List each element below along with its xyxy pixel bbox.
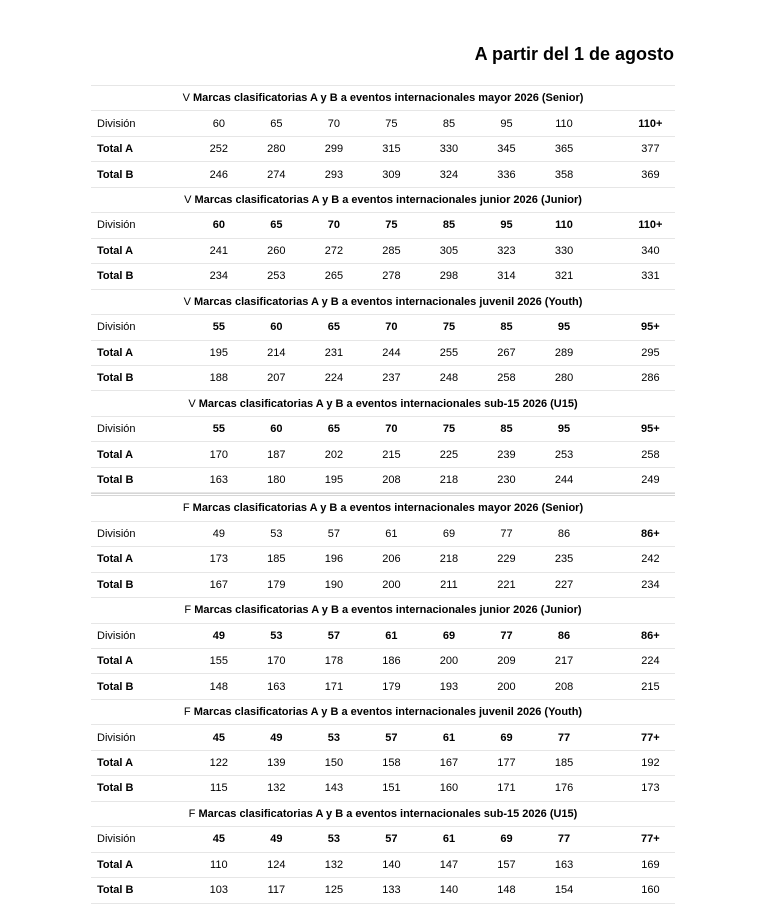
total-cell: 132 <box>305 852 363 877</box>
block-title-text: Marcas clasificatorias A y B a eventos internacionales junior 2026 (Junior) <box>194 194 582 207</box>
total-cell: 280 <box>248 136 306 161</box>
marks-table-men <box>91 85 675 493</box>
division-row <box>91 111 675 136</box>
division-cell: 75 <box>363 111 421 136</box>
total-cell: 176 <box>535 776 593 801</box>
total-cell: 200 <box>478 674 536 699</box>
row-label: Total A <box>91 442 190 467</box>
total-cell: 124 <box>248 852 306 877</box>
total-cell: 289 <box>535 340 593 365</box>
total-cell: 170 <box>248 648 306 673</box>
division-cell: 95+ <box>593 416 675 441</box>
total-cell: 132 <box>248 776 306 801</box>
total-cell: 217 <box>535 648 593 673</box>
division-cell: 57 <box>363 827 421 852</box>
division-cell: 75 <box>363 213 421 238</box>
division-row <box>91 213 675 238</box>
block-title-text: Marcas clasificatorias A y B a eventos internacionales mayor 2026 (Senior) <box>192 502 584 515</box>
total-cell: 179 <box>363 674 421 699</box>
total-b-row <box>91 674 675 699</box>
total-cell: 253 <box>535 442 593 467</box>
division-row <box>91 315 675 340</box>
block-title <box>91 495 675 521</box>
total-cell: 255 <box>420 340 478 365</box>
division-cell: 57 <box>363 725 421 750</box>
row-label: División <box>91 623 190 648</box>
row-label: División <box>91 725 190 750</box>
page-title: A partir del 1 de agosto <box>474 44 674 64</box>
total-cell: 103 <box>190 878 248 903</box>
total-cell: 239 <box>478 442 536 467</box>
total-cell: 202 <box>305 442 363 467</box>
total-a-row <box>91 547 675 572</box>
total-cell: 148 <box>190 674 248 699</box>
total-cell: 258 <box>478 365 536 390</box>
total-cell: 323 <box>478 238 536 263</box>
division-row <box>91 827 675 852</box>
total-cell: 160 <box>593 878 675 903</box>
total-cell: 158 <box>363 750 421 775</box>
block-title <box>91 391 675 416</box>
division-cell: 77 <box>478 623 536 648</box>
row-label: Total B <box>91 878 190 903</box>
division-cell: 69 <box>420 521 478 546</box>
total-cell: 218 <box>420 467 478 492</box>
total-cell: 265 <box>305 264 363 289</box>
total-cell: 115 <box>190 776 248 801</box>
total-b-row <box>91 264 675 289</box>
total-cell: 155 <box>190 648 248 673</box>
total-cell: 206 <box>363 547 421 572</box>
total-cell: 258 <box>593 442 675 467</box>
total-cell: 154 <box>535 878 593 903</box>
total-cell: 330 <box>535 238 593 263</box>
total-cell: 140 <box>363 852 421 877</box>
total-cell: 190 <box>305 572 363 597</box>
total-cell: 340 <box>593 238 675 263</box>
total-cell: 305 <box>420 238 478 263</box>
total-cell: 195 <box>305 467 363 492</box>
row-label: Total A <box>91 136 190 161</box>
total-cell: 218 <box>420 547 478 572</box>
total-cell: 215 <box>363 442 421 467</box>
total-cell: 173 <box>593 776 675 801</box>
total-cell: 180 <box>248 467 306 492</box>
block-title <box>91 289 675 314</box>
row-label: División <box>91 315 190 340</box>
total-cell: 214 <box>248 340 306 365</box>
total-cell: 231 <box>305 340 363 365</box>
total-cell: 185 <box>535 750 593 775</box>
total-cell: 179 <box>248 572 306 597</box>
block-title-row <box>91 598 675 623</box>
gender-prefix: V <box>183 295 191 308</box>
total-cell: 369 <box>593 162 675 187</box>
total-cell: 229 <box>478 547 536 572</box>
total-cell: 178 <box>305 648 363 673</box>
division-cell: 110+ <box>593 213 675 238</box>
division-cell: 45 <box>190 827 248 852</box>
division-row <box>91 521 675 546</box>
division-cell: 61 <box>420 827 478 852</box>
total-cell: 267 <box>478 340 536 365</box>
total-cell: 186 <box>363 648 421 673</box>
row-label: División <box>91 521 190 546</box>
total-cell: 173 <box>190 547 248 572</box>
division-cell: 45 <box>190 725 248 750</box>
total-cell: 211 <box>420 572 478 597</box>
row-label: División <box>91 213 190 238</box>
total-cell: 314 <box>478 264 536 289</box>
division-cell: 57 <box>305 521 363 546</box>
division-cell: 75 <box>420 416 478 441</box>
division-cell: 49 <box>248 725 306 750</box>
total-cell: 208 <box>535 674 593 699</box>
division-cell: 55 <box>190 315 248 340</box>
total-a-row <box>91 238 675 263</box>
total-cell: 224 <box>593 648 675 673</box>
division-cell: 70 <box>363 416 421 441</box>
division-cell: 53 <box>248 521 306 546</box>
total-cell: 272 <box>305 238 363 263</box>
total-b-row <box>91 878 675 903</box>
total-cell: 280 <box>535 365 593 390</box>
division-cell: 95 <box>478 213 536 238</box>
division-cell: 61 <box>363 521 421 546</box>
division-cell: 85 <box>420 213 478 238</box>
division-cell: 110 <box>535 213 593 238</box>
division-cell: 77+ <box>593 725 675 750</box>
block-title <box>91 801 675 826</box>
division-cell: 49 <box>190 521 248 546</box>
block-title <box>91 699 675 724</box>
total-cell: 125 <box>305 878 363 903</box>
total-b-row <box>91 572 675 597</box>
row-label: División <box>91 827 190 852</box>
division-cell: 53 <box>305 725 363 750</box>
block-title-text: Marcas clasificatorias A y B a eventos internacionales sub-15 2026 (U15) <box>198 807 578 820</box>
total-cell: 170 <box>190 442 248 467</box>
gender-prefix: V <box>184 194 192 207</box>
total-cell: 309 <box>363 162 421 187</box>
division-cell: 95 <box>535 416 593 441</box>
total-cell: 293 <box>305 162 363 187</box>
division-cell: 77 <box>535 725 593 750</box>
total-cell: 207 <box>248 365 306 390</box>
division-cell: 60 <box>248 416 306 441</box>
total-cell: 298 <box>420 264 478 289</box>
total-cell: 167 <box>190 572 248 597</box>
total-cell: 365 <box>535 136 593 161</box>
row-label: Total B <box>91 162 190 187</box>
division-cell: 85 <box>420 111 478 136</box>
division-cell: 75 <box>420 315 478 340</box>
total-cell: 336 <box>478 162 536 187</box>
row-label: Total B <box>91 776 190 801</box>
total-cell: 252 <box>190 136 248 161</box>
total-cell: 196 <box>305 547 363 572</box>
total-cell: 157 <box>478 852 536 877</box>
division-cell: 69 <box>420 623 478 648</box>
total-cell: 148 <box>478 878 536 903</box>
total-cell: 143 <box>305 776 363 801</box>
total-a-row <box>91 648 675 673</box>
division-cell: 85 <box>478 315 536 340</box>
block-title-text: Marcas clasificatorias A y B a eventos internacionales mayor 2026 (Senior) <box>192 92 584 105</box>
division-cell: 86 <box>535 521 593 546</box>
gender-prefix: V <box>188 397 196 410</box>
total-cell: 244 <box>535 467 593 492</box>
total-cell: 234 <box>190 264 248 289</box>
division-cell: 49 <box>248 827 306 852</box>
division-cell: 61 <box>363 623 421 648</box>
total-cell: 224 <box>305 365 363 390</box>
total-a-row <box>91 852 675 877</box>
total-a-row <box>91 136 675 161</box>
row-label: Total A <box>91 648 190 673</box>
block-title <box>91 598 675 623</box>
row-label: Total A <box>91 238 190 263</box>
total-cell: 122 <box>190 750 248 775</box>
block-title <box>91 86 675 111</box>
block-title-row <box>91 391 675 416</box>
row-label: Total A <box>91 547 190 572</box>
division-cell: 95 <box>535 315 593 340</box>
division-cell: 110+ <box>593 111 675 136</box>
row-label: Total B <box>91 572 190 597</box>
block-title <box>91 187 675 212</box>
total-cell: 163 <box>248 674 306 699</box>
marks-table-women <box>91 493 675 903</box>
total-cell: 249 <box>593 467 675 492</box>
total-cell: 278 <box>363 264 421 289</box>
total-b-row <box>91 162 675 187</box>
total-cell: 345 <box>478 136 536 161</box>
division-cell: 65 <box>248 111 306 136</box>
total-cell: 185 <box>248 547 306 572</box>
total-cell: 274 <box>248 162 306 187</box>
division-cell: 53 <box>248 623 306 648</box>
row-label: Total A <box>91 340 190 365</box>
total-cell: 235 <box>535 547 593 572</box>
division-cell: 61 <box>420 725 478 750</box>
total-cell: 253 <box>248 264 306 289</box>
total-cell: 377 <box>593 136 675 161</box>
division-cell: 86+ <box>593 623 675 648</box>
row-label: Total B <box>91 365 190 390</box>
division-cell: 86+ <box>593 521 675 546</box>
total-cell: 171 <box>305 674 363 699</box>
total-cell: 330 <box>420 136 478 161</box>
total-cell: 188 <box>190 365 248 390</box>
total-cell: 192 <box>593 750 675 775</box>
total-b-row <box>91 467 675 492</box>
division-cell: 65 <box>248 213 306 238</box>
division-cell: 69 <box>478 827 536 852</box>
division-cell: 53 <box>305 827 363 852</box>
division-cell: 60 <box>248 315 306 340</box>
total-cell: 187 <box>248 442 306 467</box>
row-label: Total B <box>91 467 190 492</box>
block-title-row <box>91 187 675 212</box>
total-cell: 358 <box>535 162 593 187</box>
total-cell: 200 <box>420 648 478 673</box>
gender-prefix: F <box>183 706 191 719</box>
division-cell: 57 <box>305 623 363 648</box>
division-cell: 95 <box>478 111 536 136</box>
gender-prefix: V <box>182 92 190 105</box>
division-cell: 77 <box>535 827 593 852</box>
total-cell: 133 <box>363 878 421 903</box>
row-label: Total B <box>91 674 190 699</box>
division-row <box>91 623 675 648</box>
total-cell: 163 <box>190 467 248 492</box>
division-row <box>91 416 675 441</box>
total-cell: 286 <box>593 365 675 390</box>
gender-prefix: F <box>188 807 196 820</box>
total-cell: 321 <box>535 264 593 289</box>
total-cell: 227 <box>535 572 593 597</box>
total-cell: 324 <box>420 162 478 187</box>
total-cell: 285 <box>363 238 421 263</box>
gender-prefix: F <box>182 502 190 515</box>
qualifying-marks-tables <box>91 85 675 904</box>
division-cell: 77 <box>478 521 536 546</box>
row-label: División <box>91 111 190 136</box>
total-b-row <box>91 776 675 801</box>
total-cell: 246 <box>190 162 248 187</box>
total-cell: 331 <box>593 264 675 289</box>
division-row <box>91 725 675 750</box>
division-cell: 65 <box>305 416 363 441</box>
total-cell: 139 <box>248 750 306 775</box>
block-title-row <box>91 801 675 826</box>
total-cell: 295 <box>593 340 675 365</box>
division-cell: 85 <box>478 416 536 441</box>
total-cell: 260 <box>248 238 306 263</box>
division-cell: 70 <box>305 213 363 238</box>
gender-prefix: F <box>184 604 192 617</box>
division-cell: 95+ <box>593 315 675 340</box>
row-label: Total A <box>91 852 190 877</box>
division-cell: 65 <box>305 315 363 340</box>
total-cell: 167 <box>420 750 478 775</box>
block-title-row <box>91 699 675 724</box>
total-cell: 110 <box>190 852 248 877</box>
total-cell: 221 <box>478 572 536 597</box>
total-cell: 163 <box>535 852 593 877</box>
block-title-text: Marcas clasificatorias A y B a eventos internacionales juvenil 2026 (Youth) <box>193 706 583 719</box>
total-cell: 151 <box>363 776 421 801</box>
total-cell: 169 <box>593 852 675 877</box>
total-cell: 315 <box>363 136 421 161</box>
total-a-row <box>91 340 675 365</box>
block-title-text: Marcas clasificatorias A y B a eventos internacionales juvenil 2026 (Youth) <box>194 295 583 308</box>
total-cell: 244 <box>363 340 421 365</box>
total-cell: 241 <box>190 238 248 263</box>
row-label: Total B <box>91 264 190 289</box>
total-a-row <box>91 442 675 467</box>
total-cell: 234 <box>593 572 675 597</box>
total-cell: 150 <box>305 750 363 775</box>
division-cell: 49 <box>190 623 248 648</box>
total-cell: 160 <box>420 776 478 801</box>
total-cell: 177 <box>478 750 536 775</box>
total-cell: 200 <box>363 572 421 597</box>
block-title-row <box>91 495 675 521</box>
total-cell: 237 <box>363 365 421 390</box>
total-cell: 208 <box>363 467 421 492</box>
row-label: División <box>91 416 190 441</box>
total-cell: 225 <box>420 442 478 467</box>
division-cell: 77+ <box>593 827 675 852</box>
total-cell: 242 <box>593 547 675 572</box>
division-cell: 60 <box>190 213 248 238</box>
division-cell: 60 <box>190 111 248 136</box>
division-cell: 69 <box>478 725 536 750</box>
division-cell: 86 <box>535 623 593 648</box>
block-title-row <box>91 289 675 314</box>
total-cell: 171 <box>478 776 536 801</box>
total-cell: 215 <box>593 674 675 699</box>
block-title-text: Marcas clasificatorias A y B a eventos internacionales sub-15 2026 (U15) <box>198 397 578 410</box>
division-cell: 70 <box>363 315 421 340</box>
total-cell: 230 <box>478 467 536 492</box>
total-a-row <box>91 750 675 775</box>
division-cell: 55 <box>190 416 248 441</box>
row-label: Total A <box>91 750 190 775</box>
total-b-row <box>91 365 675 390</box>
total-cell: 117 <box>248 878 306 903</box>
total-cell: 209 <box>478 648 536 673</box>
block-title-row <box>91 86 675 111</box>
total-cell: 193 <box>420 674 478 699</box>
division-cell: 110 <box>535 111 593 136</box>
total-cell: 195 <box>190 340 248 365</box>
block-title-text: Marcas clasificatorias A y B a eventos internacionales junior 2026 (Junior) <box>194 604 582 617</box>
division-cell: 70 <box>305 111 363 136</box>
total-cell: 147 <box>420 852 478 877</box>
total-cell: 248 <box>420 365 478 390</box>
total-cell: 140 <box>420 878 478 903</box>
total-cell: 299 <box>305 136 363 161</box>
